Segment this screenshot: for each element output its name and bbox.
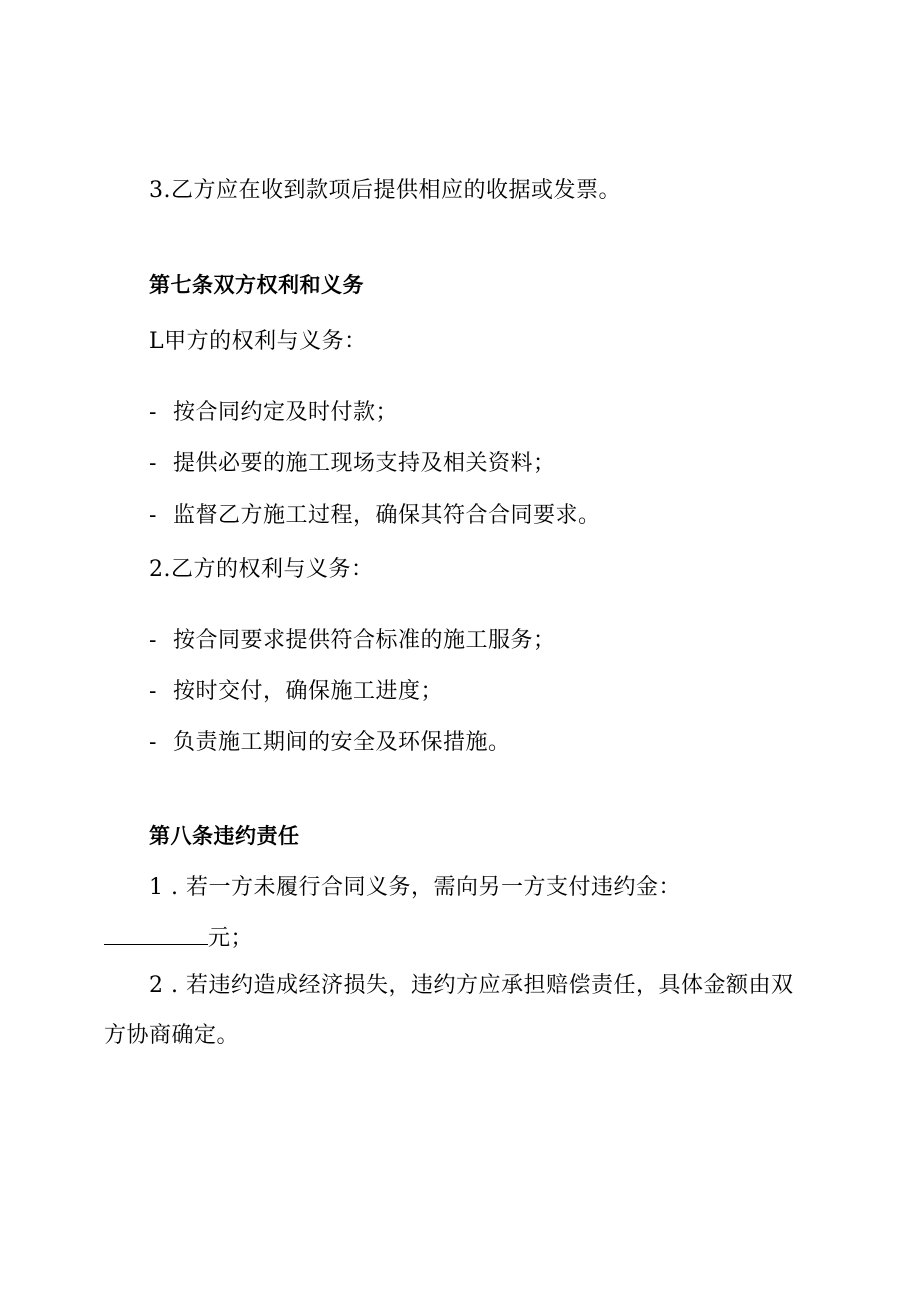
penalty-amount-line [104, 924, 253, 953]
bullet-dash: - [149, 730, 157, 755]
party-a-item [149, 399, 398, 427]
party-a-item-text: 提供必要的施工现场支持及相关资料； [173, 451, 556, 476]
party-a-item-text: 监督乙方施工过程，确保其符合合同要求。 [173, 503, 601, 528]
article-8-item-1: 1 . 若一方未履行合同义务，需向另一方支付违约金： [149, 875, 681, 900]
article-7-title: 第七条双方权利和义务 [149, 273, 364, 297]
party-a-item [149, 450, 556, 478]
amount-blank [104, 924, 208, 945]
party-b-item-text: 负责施工期间的安全及环保措施。 [173, 730, 511, 755]
article-8-item-2: 2 . 若违约造成经济损失，违约方应承担赔偿责任，具体金额由双 [149, 973, 794, 998]
bullet-dash: - [149, 628, 157, 653]
party-b-item [149, 729, 511, 757]
party-a-item [149, 502, 601, 530]
payment-item-3: 3.乙方应在收到款项后提供相应的收据或发票。 [149, 178, 621, 203]
party-a-item-text: 按合同约定及时付款； [173, 400, 399, 425]
article-8-title: 第八条违约责任 [149, 824, 300, 848]
bullet-dash: - [149, 400, 157, 425]
party-b-item-text: 按合同要求提供符合标准的施工服务； [173, 628, 556, 653]
party-b-item [149, 627, 556, 655]
bullet-dash: - [149, 503, 157, 528]
party-b-item [149, 678, 443, 706]
party-b-item-text: 按时交付，确保施工进度； [173, 679, 444, 704]
article-8-item-2-continued: 方协商确定。 [104, 1023, 240, 1048]
amount-unit: 元； [208, 926, 254, 951]
bullet-dash: - [149, 451, 157, 476]
party-b-heading: 2.乙方的权利与义务： [149, 557, 374, 582]
party-a-heading: L甲方的权利与义务： [149, 329, 367, 354]
bullet-dash: - [149, 679, 157, 704]
